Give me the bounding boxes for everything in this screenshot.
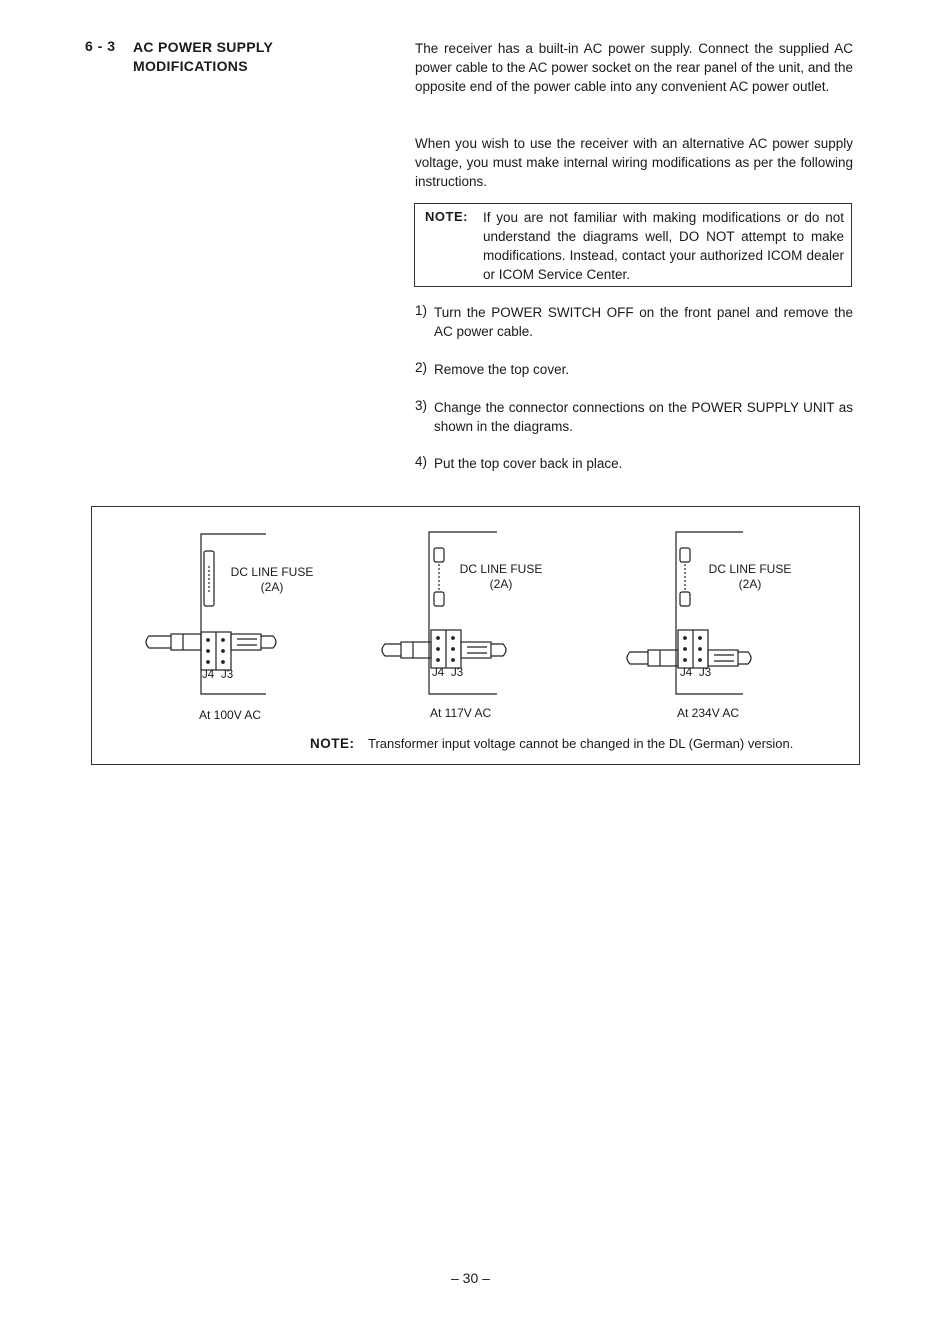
step-3-number: 3) xyxy=(415,398,428,413)
diagram-1-caption: At 100V AC xyxy=(199,708,262,722)
figure-note-text: Transformer input voltage cannot be changed in the DL (German) version. xyxy=(368,736,794,751)
section-title-line2: MODIFICATIONS xyxy=(133,58,248,74)
plug-left-icon xyxy=(648,650,678,666)
figure-note-label: NOTE: xyxy=(310,736,355,751)
diagram-1-j4-label: J4 xyxy=(202,669,215,681)
step-3-text: Change the connector connections on the POWER SUPPLY UNIT as shown in the diagrams. xyxy=(434,400,853,434)
step-2-text: Remove the top cover. xyxy=(434,362,570,377)
note-label: NOTE: xyxy=(425,209,468,224)
fuse-rating: (2A) xyxy=(260,580,284,594)
fuse-rating: (2A) xyxy=(489,577,513,591)
intro-paragraph-1: The receiver has a built-in AC power supply. Connect the supplied AC power cable to the AC power socket on the rear panel of the unit, and the opposite end of the power cable into any convenient AC power outlet. xyxy=(415,41,853,94)
diagram-3-j3-label: J3 xyxy=(699,667,712,679)
fuse-bottom-icon xyxy=(680,592,690,606)
plug-right-icon xyxy=(708,650,738,666)
fuse-name: DC LINE FUSE xyxy=(708,562,792,576)
fuse-name: DC LINE FUSE xyxy=(459,562,543,576)
plug-right-icon xyxy=(231,634,261,650)
diagram-1-fuse-label xyxy=(222,565,322,595)
step-2-number: 2) xyxy=(415,360,428,375)
diagram-3-j4-label: J4 xyxy=(680,667,693,679)
page-number: – 30 – xyxy=(451,1270,490,1286)
plug-left-icon xyxy=(401,642,431,658)
fuse-name: DC LINE FUSE xyxy=(230,565,314,579)
intro-paragraph-2: When you wish to use the receiver with an alternative AC power supply voltage, you must make internal wiring modifications as per the following instructions. xyxy=(415,136,853,189)
diagram-2-caption: At 117V AC xyxy=(430,706,492,720)
connector-diagrams xyxy=(91,506,858,763)
step-4-number: 4) xyxy=(415,454,428,469)
diagram-2-j4-label: J4 xyxy=(432,667,445,679)
diagram-1-j3-label: J3 xyxy=(221,669,234,681)
diagram-2-j3-label: J3 xyxy=(451,667,464,679)
fuse-rating: (2A) xyxy=(738,577,762,591)
step-4-text: Put the top cover back in place. xyxy=(434,456,623,471)
step-1-number: 1) xyxy=(415,303,428,318)
diagram-2-fuse-label xyxy=(451,562,551,592)
diagram-3-fuse-label xyxy=(700,562,800,592)
note-text: If you are not familiar with making modifications or do not understand the diagrams well, DO NOT attempt to make modifications. Instead, contact your authorized ICOM dealer or ICOM Service Center. xyxy=(483,210,844,282)
step-1-text: Turn the POWER SWITCH OFF on the front panel and remove the AC power cable. xyxy=(434,305,853,339)
section-number: 6 - 3 xyxy=(85,38,116,54)
fuse-top-icon xyxy=(434,548,444,562)
fuse-bottom-icon xyxy=(434,592,444,606)
plug-right-icon xyxy=(461,642,491,658)
fuse-top-icon xyxy=(680,548,690,562)
section-title xyxy=(133,38,273,76)
plug-left-icon xyxy=(171,634,201,650)
section-title-line1: AC POWER SUPPLY xyxy=(133,39,274,55)
diagram-3-caption: At 234V AC xyxy=(677,706,740,720)
